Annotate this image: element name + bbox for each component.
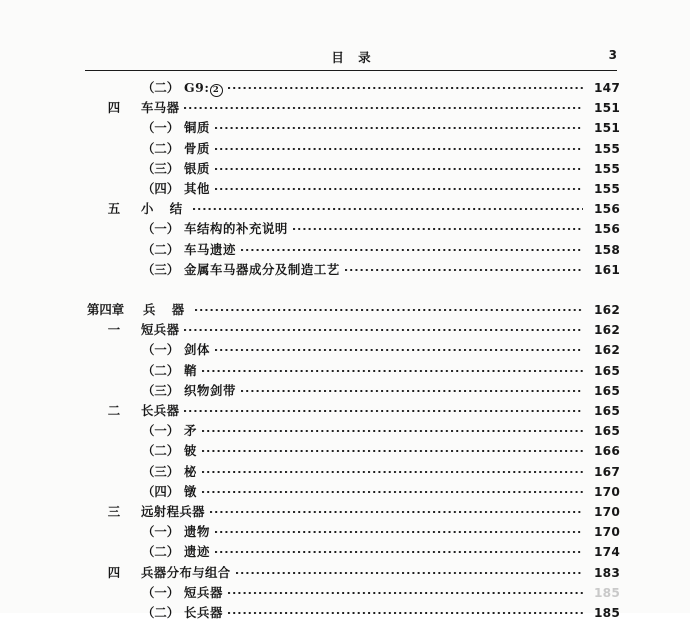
toc-entry-page-number: 162 (593, 323, 620, 338)
toc-leader-dots (215, 524, 583, 536)
toc-entry-title: 骨质 (184, 140, 210, 156)
toc-entry[interactable] (85, 139, 620, 159)
toc-entry-title: 兵 器 (143, 302, 191, 318)
toc-entry-title: 其他 (184, 180, 210, 196)
toc-leader-dots (228, 585, 583, 597)
toc-entry-page-number: 161 (593, 262, 620, 277)
toc-entry-title: 镦 (184, 483, 197, 499)
toc-entry-number: 二 (107, 403, 121, 418)
toc-entry-title: 短兵器 (141, 322, 180, 338)
toc-entry-number: （三） (142, 382, 180, 398)
toc-entry[interactable] (85, 522, 620, 542)
toc-entry-page-number: 162 (593, 303, 620, 318)
toc-leader-dots (241, 383, 583, 395)
toc-entry-page-number: 155 (593, 141, 620, 156)
toc-leader-dots (202, 484, 583, 496)
toc-entry-number: （二） (142, 362, 180, 378)
toc-entry-number: 一 (107, 322, 121, 338)
toc-entry-title: 铜质 (184, 120, 210, 136)
toc-entry-number: 三 (107, 503, 121, 519)
toc-entry-number: （一） (142, 584, 180, 600)
toc-entry-number: （二） (142, 140, 180, 156)
toc-entry[interactable] (85, 98, 620, 118)
toc-entry[interactable] (85, 118, 620, 138)
toc-entry[interactable] (85, 179, 620, 199)
toc-leader-dots (215, 141, 583, 153)
toc-leader-dots (215, 120, 583, 132)
toc-entry-page-number: 183 (593, 565, 620, 580)
toc-entry-number: （三） (142, 160, 180, 176)
toc-entry-page-number: 170 (593, 525, 620, 540)
toc-entry-number: （一） (142, 524, 180, 540)
toc-entry-page-number: 156 (593, 222, 620, 237)
toc-leader-dots (241, 242, 583, 254)
toc-entry-page-number: 170 (593, 504, 620, 519)
toc-leader-dots (215, 181, 583, 193)
toc-leader-dots (210, 504, 583, 516)
toc-entry-title: 柲 (184, 463, 197, 479)
toc-entry[interactable] (85, 260, 620, 280)
toc-entry-title (184, 80, 227, 97)
toc-entry[interactable] (85, 240, 620, 260)
toc-entry-title: 遗迹 (184, 544, 210, 560)
toc-entry-page-number: 158 (593, 242, 620, 257)
toc-leader-dots (215, 544, 583, 556)
toc-entry-number: （四） (142, 483, 180, 499)
toc-entry[interactable] (85, 421, 620, 441)
toc-entry[interactable] (85, 300, 620, 320)
toc-entry-page-number: 156 (593, 202, 620, 217)
toc-entry-page-number: 151 (593, 101, 620, 116)
toc-entry[interactable] (85, 159, 620, 179)
toc-entry-title: 剑体 (184, 342, 210, 358)
toc-entry-page-number: 166 (593, 444, 620, 459)
toc-entry-page-number: 155 (593, 181, 620, 196)
toc-entry-number: 四 (107, 564, 121, 580)
toc-entry[interactable] (85, 401, 620, 421)
toc-entry[interactable] (85, 542, 620, 562)
toc-entry-title: 长兵器 (141, 403, 180, 418)
toc-entry-page-number: 147 (593, 81, 620, 95)
toc-entry-number: （一） (142, 342, 180, 358)
toc-entry-number: （一） (142, 221, 180, 237)
toc-entry[interactable] (85, 199, 620, 219)
toc-entry[interactable] (85, 361, 620, 381)
toc-entry-page-number: 165 (593, 363, 620, 378)
toc-entry-title: 鞘 (184, 362, 197, 378)
toc-entry-page-number: 185 (593, 585, 620, 600)
toc-entry[interactable] (85, 502, 620, 522)
toc-leader-dots (193, 201, 583, 213)
toc-entry-title: 车马器 (141, 100, 180, 116)
toc-entry-title-text: G9: (184, 80, 210, 95)
toc-entry[interactable] (85, 563, 620, 583)
toc-leader-dots (202, 443, 583, 455)
toc-leader-dots (215, 161, 583, 173)
toc-entry-page-number: 155 (593, 161, 620, 176)
toc-entry-number: （一） (142, 423, 180, 439)
toc-entry-number: （一） (142, 120, 180, 136)
toc-entry[interactable] (85, 462, 620, 482)
toc-leader-dots (345, 262, 583, 274)
toc-entry-title: 金属车马器成分及制造工艺 (184, 261, 340, 277)
toc-leader-dots (215, 342, 583, 354)
toc-entry-title: 遗物 (184, 524, 210, 540)
toc-entry-number: （二） (142, 80, 180, 95)
page-number: 3 (608, 48, 617, 62)
page-header (85, 48, 617, 72)
toc-entry[interactable] (85, 78, 620, 98)
toc-entry[interactable] (85, 219, 620, 239)
toc-entry-page-number: 165 (593, 404, 620, 418)
toc-entry-title: 车马遗迹 (184, 241, 236, 257)
toc-entry[interactable] (85, 482, 620, 502)
circled-number-icon: 2 (210, 84, 223, 97)
running-head-title: 目 录 (331, 50, 376, 65)
toc-entry-number: （二） (142, 443, 180, 459)
toc-entry-number: 五 (107, 201, 121, 217)
toc-entry-page-number: 165 (593, 424, 620, 439)
toc-entry-number: 四 (107, 100, 121, 116)
toc-entry-number: （二） (142, 241, 180, 257)
toc-entry-title: 铍 (184, 443, 197, 459)
toc-leader-dots (184, 403, 583, 415)
toc-entry-title: 织物剑带 (184, 382, 236, 398)
toc-entry-number: （三） (142, 463, 180, 479)
toc-leader-dots (293, 221, 583, 233)
toc-entry-page-number: 162 (593, 343, 620, 358)
toc-leader-dots (202, 464, 583, 476)
toc-leader-dots (202, 363, 583, 375)
toc-leader-dots (228, 80, 583, 92)
toc-entry-title: 远射程兵器 (141, 503, 205, 519)
toc-entry-page-number: 185 (593, 605, 620, 620)
toc-entry-page-number: 167 (593, 464, 620, 479)
toc-entry-number: （四） (142, 180, 180, 196)
toc-entry[interactable] (85, 583, 620, 603)
toc-entry[interactable] (85, 441, 620, 461)
toc-entry[interactable] (85, 381, 620, 401)
toc-section-spacer (85, 280, 620, 300)
toc-entry-page-number: 174 (593, 545, 620, 560)
toc-entry-title: 银质 (184, 160, 210, 176)
toc-entry[interactable] (85, 340, 620, 360)
toc-entry-number: 第四章 (87, 302, 125, 318)
toc-entry-title: 车结构的补充说明 (184, 221, 288, 237)
toc-entry-number: （三） (142, 261, 180, 277)
toc-entry-title: 短兵器 (184, 584, 223, 600)
toc-leader-dots (184, 100, 583, 112)
table-of-contents (85, 78, 620, 623)
header-divider-rule (85, 70, 617, 71)
toc-entry-page-number: 165 (593, 383, 620, 398)
toc-entry-title: 矛 (184, 423, 197, 439)
toc-entry-title: 兵器分布与组合 (141, 564, 231, 580)
toc-leader-dots (236, 565, 583, 577)
toc-entry-title: 小 结 (141, 201, 189, 217)
toc-entry-title: 长兵器 (184, 604, 223, 620)
toc-leader-dots (228, 605, 583, 617)
toc-entry-page-number: 151 (593, 121, 620, 136)
toc-entry-page-number: 170 (593, 484, 620, 499)
toc-entry[interactable] (85, 320, 620, 340)
toc-leader-dots (184, 322, 583, 334)
toc-entry-number: （二） (142, 544, 180, 560)
toc-entry-number: （二） (142, 604, 180, 620)
toc-leader-dots (195, 302, 583, 314)
toc-leader-dots (202, 423, 583, 435)
